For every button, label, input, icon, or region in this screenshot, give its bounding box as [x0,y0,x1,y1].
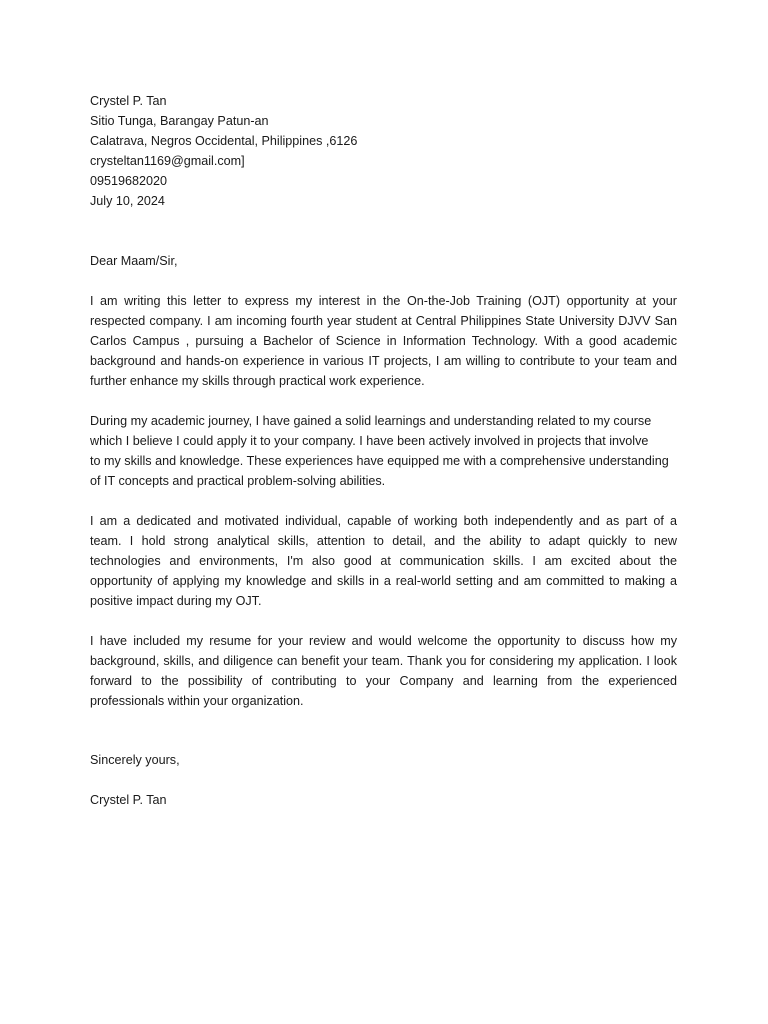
paragraph-line: opportunity of applying my knowledge and skills in a real-world setting and am committed to making a [90,574,677,588]
sender-address-block [90,91,677,211]
paragraph-line: Carlos Campus , pursuing a Bachelor of Science in Information Technology. With a good academic [90,334,677,348]
paragraph-line: During my academic journey, I have gained a solid learnings and understanding related to my course [90,414,652,428]
paragraph-line: technologies and environments, I'm also good at communication skills. I am excited about the [90,554,677,568]
paragraph-line: I am writing this letter to express my interest in the On-the-Job Training (OJT) opportunity at your [90,294,677,308]
body-paragraph-2 [90,411,677,491]
letter-date: July 10, 2024 [90,194,165,208]
paragraph-line: I am a dedicated and motivated individual, capable of working both independently and as part of a [90,514,677,528]
sender-phone: 09519682020 [90,174,168,188]
body-paragraph-4 [90,631,677,711]
sender-email: crysteltan1169@gmail.com] [90,154,245,168]
salutation: Dear Maam/Sir, [90,254,178,268]
body-paragraph-3 [90,511,677,611]
sender-address-line-2: Calatrava, Negros Occidental, Philippines ,6126 [90,134,358,148]
paragraph-line: background and hands-on experience in various IT projects, I am willing to contribute to your team and [90,354,677,368]
paragraph-line: which I believe I could apply it to your company. I have been actively involved in projects that involve [90,434,649,448]
body-paragraph-1 [90,291,677,391]
paragraph-line: I have included my resume for your review and would welcome the opportunity to discuss how my [90,634,677,648]
paragraph-line: of IT concepts and practical problem-solving abilities. [90,474,386,488]
paragraph-line: positive impact during my OJT. [90,594,262,608]
paragraph-line: team. I hold strong analytical skills, attention to detail, and the ability to adapt quickly to new [90,534,677,548]
paragraph-line: forward to the possibility of contributing to your Company and learning from the experienced [90,674,677,688]
sender-name: Crystel P. Tan [90,94,167,108]
paragraph-line: respected company. I am incoming fourth year student at Central Philippines State University DJVV San [90,314,677,328]
paragraph-line: to my skills and knowledge. These experiences have equipped me with a comprehensive understanding [90,454,669,468]
paragraph-line: background, skills, and diligence can benefit your team. Thank you for considering my application. I look [90,654,677,668]
closing: Sincerely yours, [90,753,180,767]
signature-name: Crystel P. Tan [90,793,167,807]
letter-page [90,91,677,810]
paragraph-line: professionals within your organization. [90,694,304,708]
paragraph-line: further enhance my skills through practical work experience. [90,374,425,388]
sender-address-line-1: Sitio Tunga, Barangay Patun-an [90,114,269,128]
